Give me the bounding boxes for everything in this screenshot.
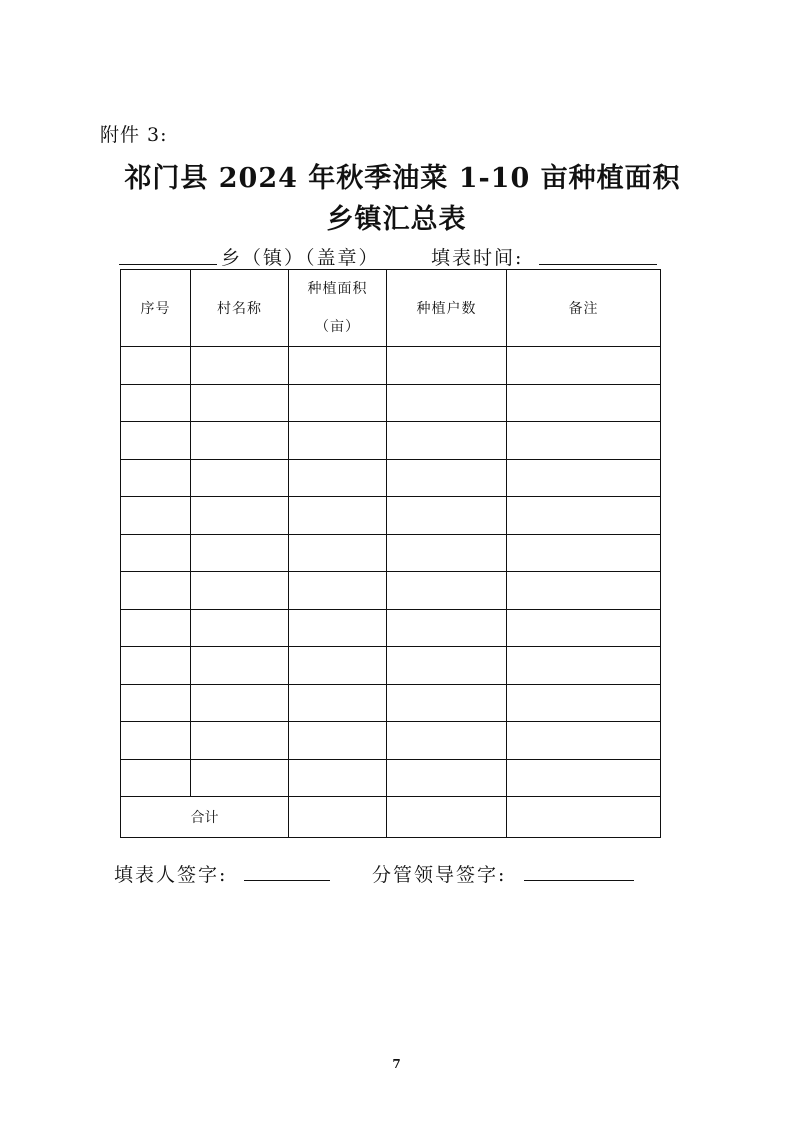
- remarks-cell[interactable]: [507, 572, 661, 610]
- table-row: [121, 347, 661, 385]
- header-area: [289, 270, 387, 347]
- header-village: 村名称: [191, 270, 289, 347]
- households-cell[interactable]: [387, 684, 507, 722]
- village-cell[interactable]: [191, 572, 289, 610]
- village-cell[interactable]: [191, 384, 289, 422]
- table-row: [121, 572, 661, 610]
- households-cell[interactable]: [387, 347, 507, 385]
- total-remarks-cell[interactable]: [507, 797, 661, 838]
- households-cell[interactable]: [387, 572, 507, 610]
- village-cell[interactable]: [191, 459, 289, 497]
- attachment-label: 附件 3:: [100, 124, 168, 146]
- total-area-cell[interactable]: [289, 797, 387, 838]
- area-cell[interactable]: [289, 422, 387, 460]
- seq-cell[interactable]: [121, 572, 191, 610]
- document-title-line1: 祁门县 2024 年秋季油菜 1-10 亩种植面积: [124, 163, 681, 194]
- village-cell[interactable]: [191, 647, 289, 685]
- households-cell[interactable]: [387, 647, 507, 685]
- households-cell[interactable]: [387, 497, 507, 535]
- remarks-cell[interactable]: [507, 497, 661, 535]
- filler-signature-blank[interactable]: [244, 880, 330, 881]
- village-cell[interactable]: [191, 759, 289, 797]
- table-row: [121, 422, 661, 460]
- area-cell[interactable]: [289, 759, 387, 797]
- leader-signature-blank[interactable]: [524, 880, 634, 881]
- summary-table: [120, 269, 661, 838]
- area-cell[interactable]: [289, 347, 387, 385]
- seq-cell[interactable]: [121, 722, 191, 760]
- total-row: [121, 797, 661, 838]
- town-name-blank[interactable]: [119, 264, 217, 265]
- subheader: [119, 243, 659, 269]
- remarks-cell[interactable]: [507, 759, 661, 797]
- town-seal-label: 乡（镇）（盖章）: [221, 247, 380, 269]
- remarks-cell[interactable]: [507, 722, 661, 760]
- area-cell[interactable]: [289, 684, 387, 722]
- table-row: [121, 759, 661, 797]
- table-row: [121, 609, 661, 647]
- total-households-cell[interactable]: [387, 797, 507, 838]
- area-cell[interactable]: [289, 534, 387, 572]
- page-number: 7: [392, 1057, 401, 1071]
- village-cell[interactable]: [191, 497, 289, 535]
- households-cell[interactable]: [387, 384, 507, 422]
- area-cell[interactable]: [289, 609, 387, 647]
- fill-time-blank[interactable]: [539, 264, 657, 265]
- header-households: 种植户数: [387, 270, 507, 347]
- seq-cell[interactable]: [121, 759, 191, 797]
- area-cell[interactable]: [289, 497, 387, 535]
- table-row: [121, 534, 661, 572]
- area-cell[interactable]: [289, 384, 387, 422]
- remarks-cell[interactable]: [507, 684, 661, 722]
- seq-cell[interactable]: [121, 684, 191, 722]
- households-cell[interactable]: [387, 609, 507, 647]
- table-row: [121, 684, 661, 722]
- leader-signature-label: 分管领导签字:: [372, 864, 507, 886]
- households-cell[interactable]: [387, 422, 507, 460]
- area-cell[interactable]: [289, 459, 387, 497]
- remarks-cell[interactable]: [507, 609, 661, 647]
- village-cell[interactable]: [191, 684, 289, 722]
- seq-cell[interactable]: [121, 647, 191, 685]
- table-row: [121, 647, 661, 685]
- area-cell[interactable]: [289, 722, 387, 760]
- area-cell[interactable]: [289, 647, 387, 685]
- filler-signature-label: 填表人签字:: [114, 864, 228, 886]
- households-cell[interactable]: [387, 459, 507, 497]
- signature-footer: [114, 860, 654, 888]
- village-cell[interactable]: [191, 609, 289, 647]
- households-cell[interactable]: [387, 759, 507, 797]
- village-cell[interactable]: [191, 534, 289, 572]
- header-remarks: 备注: [507, 270, 661, 347]
- seq-cell[interactable]: [121, 459, 191, 497]
- village-cell[interactable]: [191, 422, 289, 460]
- remarks-cell[interactable]: [507, 347, 661, 385]
- header-seq: 序号: [121, 270, 191, 347]
- village-cell[interactable]: [191, 722, 289, 760]
- remarks-cell[interactable]: [507, 422, 661, 460]
- fill-time-label: 填表时间:: [431, 247, 524, 269]
- table-row: [121, 722, 661, 760]
- village-cell[interactable]: [191, 347, 289, 385]
- seq-cell[interactable]: [121, 534, 191, 572]
- table-row: [121, 384, 661, 422]
- remarks-cell[interactable]: [507, 459, 661, 497]
- remarks-cell[interactable]: [507, 534, 661, 572]
- area-cell[interactable]: [289, 572, 387, 610]
- seq-cell[interactable]: [121, 422, 191, 460]
- document-title-line2: 乡镇汇总表: [326, 204, 467, 235]
- remarks-cell[interactable]: [507, 384, 661, 422]
- seq-cell[interactable]: [121, 347, 191, 385]
- table-row: [121, 459, 661, 497]
- table-row: [121, 497, 661, 535]
- total-label: 合计: [121, 797, 289, 838]
- remarks-cell[interactable]: [507, 647, 661, 685]
- header-area-line1: 种植面积: [307, 281, 368, 297]
- households-cell[interactable]: [387, 722, 507, 760]
- seq-cell[interactable]: [121, 497, 191, 535]
- households-cell[interactable]: [387, 534, 507, 572]
- table-header-row: [121, 270, 661, 347]
- table-body: [121, 347, 661, 838]
- seq-cell[interactable]: [121, 609, 191, 647]
- seq-cell[interactable]: [121, 384, 191, 422]
- header-area-line2: （亩）: [315, 319, 360, 335]
